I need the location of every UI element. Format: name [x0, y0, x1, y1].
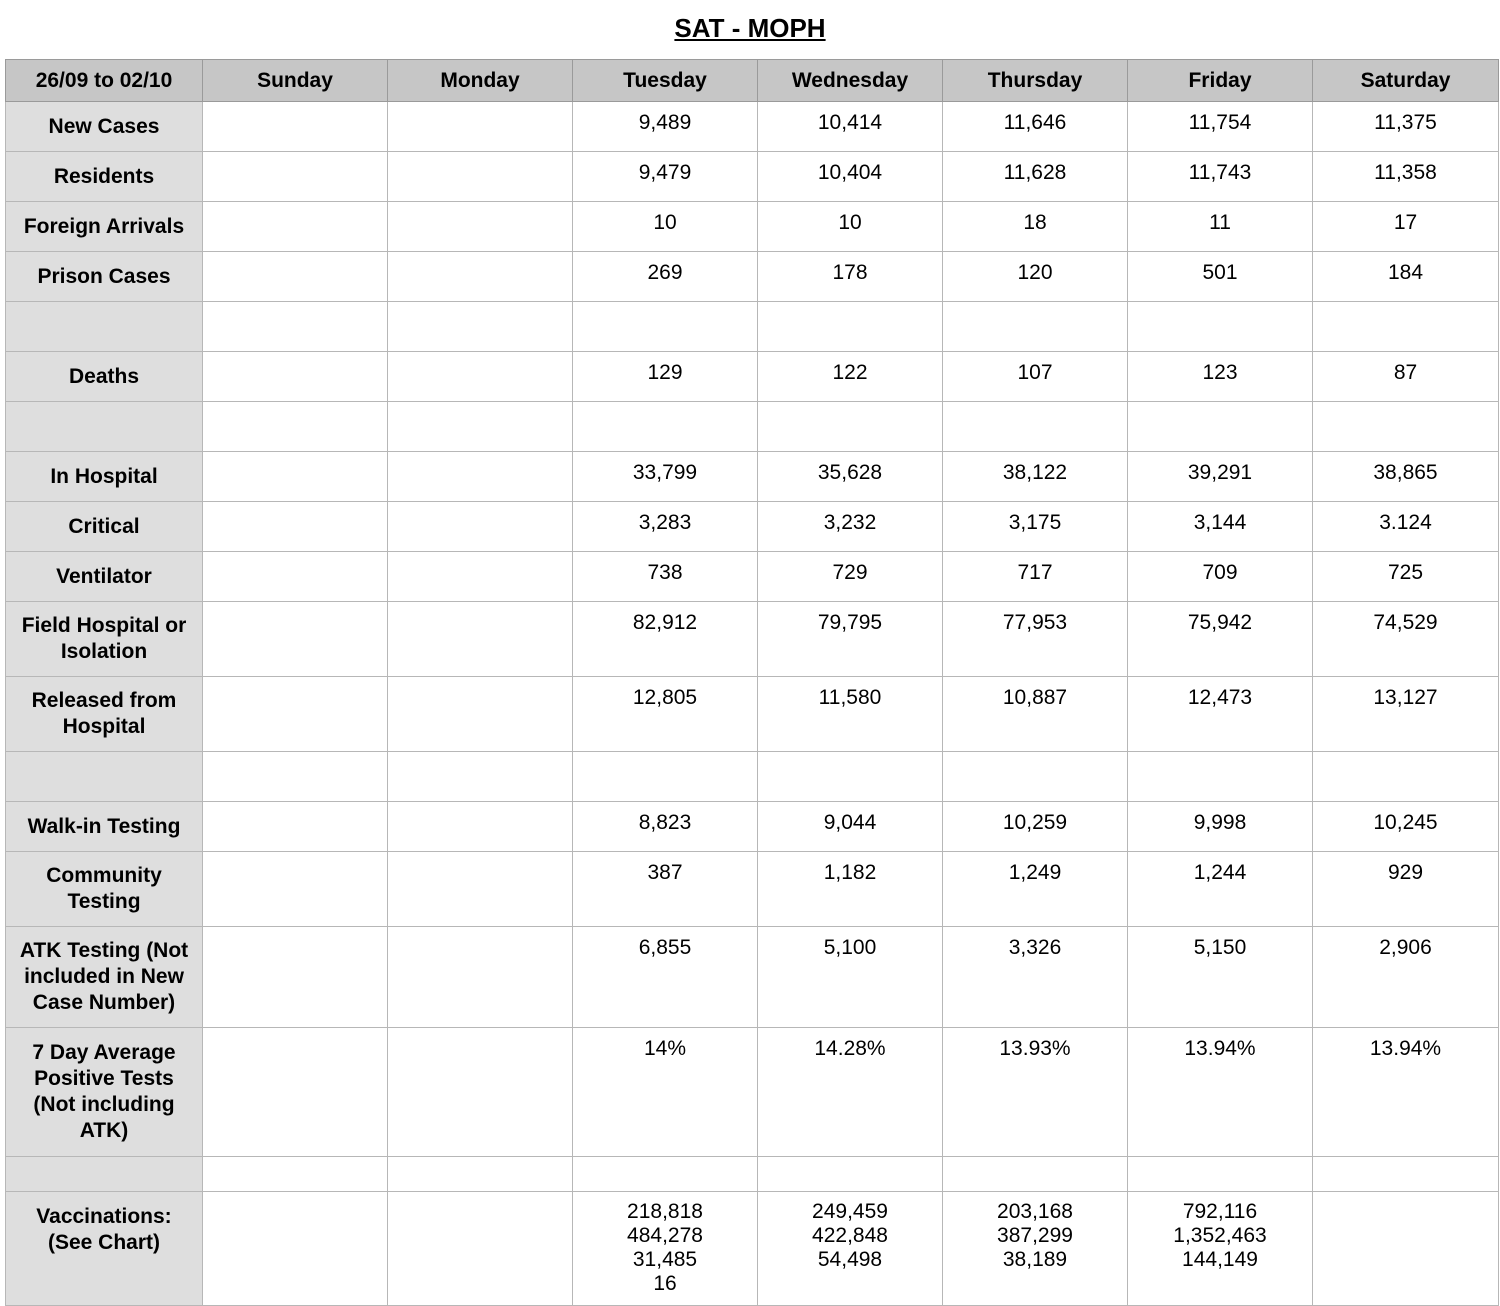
- table-cell: 12,805: [573, 677, 758, 752]
- table-row: [6, 302, 1499, 352]
- table-cell: [1128, 752, 1313, 802]
- table-cell: [943, 752, 1128, 802]
- table-cell: [203, 302, 388, 352]
- table-cell: 75,942: [1128, 602, 1313, 677]
- table-cell: 11,358: [1313, 152, 1499, 202]
- table-cell: 33,799: [573, 452, 758, 502]
- table-cell: 3.124: [1313, 502, 1499, 552]
- header-wednesday: Wednesday: [758, 60, 943, 102]
- table-row: [6, 927, 1499, 1028]
- table-cell: 184: [1313, 252, 1499, 302]
- vaccination-value: 249,459: [812, 1200, 888, 1223]
- table-cell: 10,259: [943, 802, 1128, 852]
- table-cell: 11,580: [758, 677, 943, 752]
- table-row: [6, 752, 1499, 802]
- table-cell: 9,044: [758, 802, 943, 852]
- table-cell: [203, 402, 388, 452]
- table-cell: 107: [943, 352, 1128, 402]
- table-cell: 10,887: [943, 677, 1128, 752]
- row-label: [6, 1028, 203, 1157]
- header-thursday: Thursday: [943, 60, 1128, 102]
- row-label-text: [98, 1172, 110, 1180]
- table-cell: [203, 252, 388, 302]
- row-label: [6, 302, 203, 352]
- page-title: SAT - MOPH: [674, 13, 826, 43]
- table-cell: 10,245: [1313, 802, 1499, 852]
- table-cell: [1313, 402, 1499, 452]
- row-label: [6, 252, 203, 302]
- table-cell: 738: [573, 552, 758, 602]
- table-cell: 77,953: [943, 602, 1128, 677]
- table-cell: 5,100: [758, 927, 943, 1028]
- table-cell: 10: [573, 202, 758, 252]
- table-cell: 35,628: [758, 452, 943, 502]
- table-cell: [388, 252, 573, 302]
- table-cell: 13.94%: [1313, 1028, 1499, 1157]
- table-cell: 9,489: [573, 102, 758, 152]
- table-cell: 725: [1313, 552, 1499, 602]
- row-label: [6, 202, 203, 252]
- table-cell: 8,823: [573, 802, 758, 852]
- vaccination-value: 16: [653, 1272, 677, 1295]
- row-label-text: Prison Cases: [37, 264, 171, 288]
- table-cell: [388, 202, 573, 252]
- row-label-text: ATK Testing (Not included in New Case Number): [19, 939, 189, 1014]
- row-label-text: New Cases: [48, 114, 160, 138]
- header-row: [6, 60, 1499, 102]
- table-cell: 11,646: [943, 102, 1128, 152]
- row-label: [6, 452, 203, 502]
- row-label: [6, 852, 203, 927]
- table-cell: [943, 402, 1128, 452]
- table-cell: 501: [1128, 252, 1313, 302]
- table-cell: [203, 152, 388, 202]
- table-cell: [758, 752, 943, 802]
- table-cell: [203, 602, 388, 677]
- row-label: [6, 402, 203, 452]
- table-cell: [573, 1157, 758, 1192]
- row-label: [6, 802, 203, 852]
- table-row: [6, 1157, 1499, 1192]
- table-cell: 2,906: [1313, 927, 1499, 1028]
- table-cell: 709: [1128, 552, 1313, 602]
- table-cell: [758, 402, 943, 452]
- table-cell: 38,122: [943, 452, 1128, 502]
- table-cell: [388, 1028, 573, 1157]
- table-cell: 74,529: [1313, 602, 1499, 677]
- vaccination-cell-friday: [1128, 1192, 1313, 1306]
- table-cell: 18: [943, 202, 1128, 252]
- table-cell: [943, 302, 1128, 352]
- table-cell: [1128, 1157, 1313, 1192]
- table-cell: [388, 752, 573, 802]
- table-cell: [573, 752, 758, 802]
- table-row-vaccinations: [6, 1192, 1499, 1306]
- vaccination-value: 387,299: [997, 1224, 1073, 1247]
- table-cell: [203, 502, 388, 552]
- table-cell: 729: [758, 552, 943, 602]
- row-label: [6, 1192, 203, 1306]
- table-row: [6, 1028, 1499, 1157]
- table-cell: [573, 302, 758, 352]
- table-row: [6, 602, 1499, 677]
- table-cell: 3,144: [1128, 502, 1313, 552]
- row-label-text: Vaccinations: (See Chart): [36, 1205, 172, 1254]
- table-cell: 39,291: [1128, 452, 1313, 502]
- table-cell: 17: [1313, 202, 1499, 252]
- table-cell: [1128, 302, 1313, 352]
- table-cell: 9,479: [573, 152, 758, 202]
- table-cell: 269: [573, 252, 758, 302]
- table-cell: [388, 102, 573, 152]
- table-cell: 9,998: [1128, 802, 1313, 852]
- row-label-text: 7 Day Average Positive Tests (Not including ATK): [32, 1041, 176, 1142]
- table-row: [6, 552, 1499, 602]
- table-cell: 3,283: [573, 502, 758, 552]
- table-cell: [203, 927, 388, 1028]
- table-cell: [203, 1157, 388, 1192]
- table-cell: 1,249: [943, 852, 1128, 927]
- row-label-text: Walk-in Testing: [27, 814, 181, 838]
- header-friday: Friday: [1128, 60, 1313, 102]
- table-cell: 38,865: [1313, 452, 1499, 502]
- table-cell: 12,473: [1128, 677, 1313, 752]
- table-cell: [388, 502, 573, 552]
- table-cell: 129: [573, 352, 758, 402]
- vaccination-value: 484,278: [627, 1224, 703, 1247]
- table-row: [6, 252, 1499, 302]
- table-cell: [388, 452, 573, 502]
- table-row: [6, 852, 1499, 927]
- vaccination-cell-saturday: [1313, 1192, 1499, 1306]
- table-cell: [203, 1028, 388, 1157]
- table-cell: 178: [758, 252, 943, 302]
- table-cell: 11,628: [943, 152, 1128, 202]
- table-cell: 79,795: [758, 602, 943, 677]
- row-label: [6, 102, 203, 152]
- vaccination-cell-thursday: [943, 1192, 1128, 1306]
- table-cell: 14%: [573, 1028, 758, 1157]
- table-cell: [203, 552, 388, 602]
- header-date-range: 26/09 to 02/10: [6, 60, 203, 102]
- table-cell: 13.93%: [943, 1028, 1128, 1157]
- table-cell: 87: [1313, 352, 1499, 402]
- row-label-text: Foreign Arrivals: [23, 214, 185, 238]
- row-label-text: In Hospital: [50, 464, 158, 488]
- table-cell: 13.94%: [1128, 1028, 1313, 1157]
- table-cell: [1128, 402, 1313, 452]
- vaccination-value: 203,168: [997, 1200, 1073, 1223]
- table-cell: [758, 1157, 943, 1192]
- table-cell: [1313, 1157, 1499, 1192]
- row-label: [6, 552, 203, 602]
- table-cell: 122: [758, 352, 943, 402]
- row-label-text: Residents: [53, 164, 155, 188]
- table-cell: [758, 302, 943, 352]
- row-label-text: [98, 325, 110, 333]
- table-cell: [388, 352, 573, 402]
- table-cell: [203, 802, 388, 852]
- table-cell: 120: [943, 252, 1128, 302]
- table-cell: 5,150: [1128, 927, 1313, 1028]
- table-cell: 11,375: [1313, 102, 1499, 152]
- table-cell: [388, 852, 573, 927]
- moph-table: [5, 59, 1499, 1306]
- table-cell: [203, 202, 388, 252]
- table-cell: 6,855: [573, 927, 758, 1028]
- table-cell: 3,232: [758, 502, 943, 552]
- table-cell: [388, 152, 573, 202]
- header-tuesday: Tuesday: [573, 60, 758, 102]
- table-row: [6, 152, 1499, 202]
- table-cell: 10,404: [758, 152, 943, 202]
- table-row: [6, 102, 1499, 152]
- table-row: [6, 202, 1499, 252]
- table-cell: 387: [573, 852, 758, 927]
- row-label-text: Community Testing: [46, 864, 162, 913]
- vaccination-value: 792,116: [1182, 1200, 1258, 1223]
- table-cell: [388, 927, 573, 1028]
- row-label-text: Critical: [68, 514, 140, 538]
- table-cell: [573, 402, 758, 452]
- table-cell: 123: [1128, 352, 1313, 402]
- table-row: [6, 402, 1499, 452]
- table-cell: 10,414: [758, 102, 943, 152]
- table-cell: 929: [1313, 852, 1499, 927]
- table-cell: [203, 452, 388, 502]
- vaccination-value: 144,149: [1182, 1248, 1258, 1271]
- table-row: [6, 502, 1499, 552]
- table-row: [6, 452, 1499, 502]
- table-cell: 11,743: [1128, 152, 1313, 202]
- header-monday: Monday: [388, 60, 573, 102]
- row-label: [6, 677, 203, 752]
- table-cell: 10: [758, 202, 943, 252]
- table-cell: 11: [1128, 202, 1313, 252]
- row-label-text: Field Hospital or Isolation: [21, 614, 187, 663]
- row-label: [6, 752, 203, 802]
- row-label: [6, 1157, 203, 1192]
- table-cell: [388, 602, 573, 677]
- row-label: [6, 927, 203, 1028]
- vaccination-value: 218,818: [627, 1200, 703, 1223]
- row-label: [6, 152, 203, 202]
- vaccination-cell-monday: [388, 1192, 573, 1306]
- table-cell: [388, 302, 573, 352]
- row-label-text: [98, 775, 110, 783]
- table-cell: [203, 852, 388, 927]
- vaccination-value: 422,848: [812, 1224, 888, 1247]
- vaccination-value: 54,498: [817, 1248, 883, 1271]
- table-cell: [943, 1157, 1128, 1192]
- table-cell: [388, 1157, 573, 1192]
- table-cell: 13,127: [1313, 677, 1499, 752]
- row-label: [6, 602, 203, 677]
- table-cell: 3,175: [943, 502, 1128, 552]
- row-label: [6, 502, 203, 552]
- table-cell: [203, 752, 388, 802]
- table-cell: [203, 352, 388, 402]
- vaccination-value: 1,352,463: [1173, 1224, 1267, 1247]
- vaccination-value: 31,485: [632, 1248, 698, 1271]
- table-cell: 14.28%: [758, 1028, 943, 1157]
- table-cell: [388, 552, 573, 602]
- table-cell: 717: [943, 552, 1128, 602]
- row-label: [6, 352, 203, 402]
- table-cell: [388, 402, 573, 452]
- table-cell: [1313, 302, 1499, 352]
- vaccination-cell-wednesday: [758, 1192, 943, 1306]
- header-saturday: Saturday: [1313, 60, 1499, 102]
- table-cell: 1,182: [758, 852, 943, 927]
- header-sunday: Sunday: [203, 60, 388, 102]
- row-label-text: [98, 425, 110, 433]
- row-label-text: Released from Hospital: [31, 689, 177, 738]
- table-cell: 11,754: [1128, 102, 1313, 152]
- table-cell: 3,326: [943, 927, 1128, 1028]
- row-label-text: Ventilator: [56, 564, 152, 588]
- table-cell: 82,912: [573, 602, 758, 677]
- table-cell: [1313, 752, 1499, 802]
- vaccination-value: 38,189: [1002, 1248, 1068, 1271]
- table-cell: [388, 677, 573, 752]
- table-cell: [203, 677, 388, 752]
- row-label-text: Deaths: [68, 364, 140, 388]
- table-row: [6, 677, 1499, 752]
- table-cell: [203, 102, 388, 152]
- table-row: [6, 352, 1499, 402]
- vaccination-cell-sunday: [203, 1192, 388, 1306]
- table-row: [6, 802, 1499, 852]
- table-cell: [388, 802, 573, 852]
- table-cell: 1,244: [1128, 852, 1313, 927]
- vaccination-cell-tuesday: [573, 1192, 758, 1306]
